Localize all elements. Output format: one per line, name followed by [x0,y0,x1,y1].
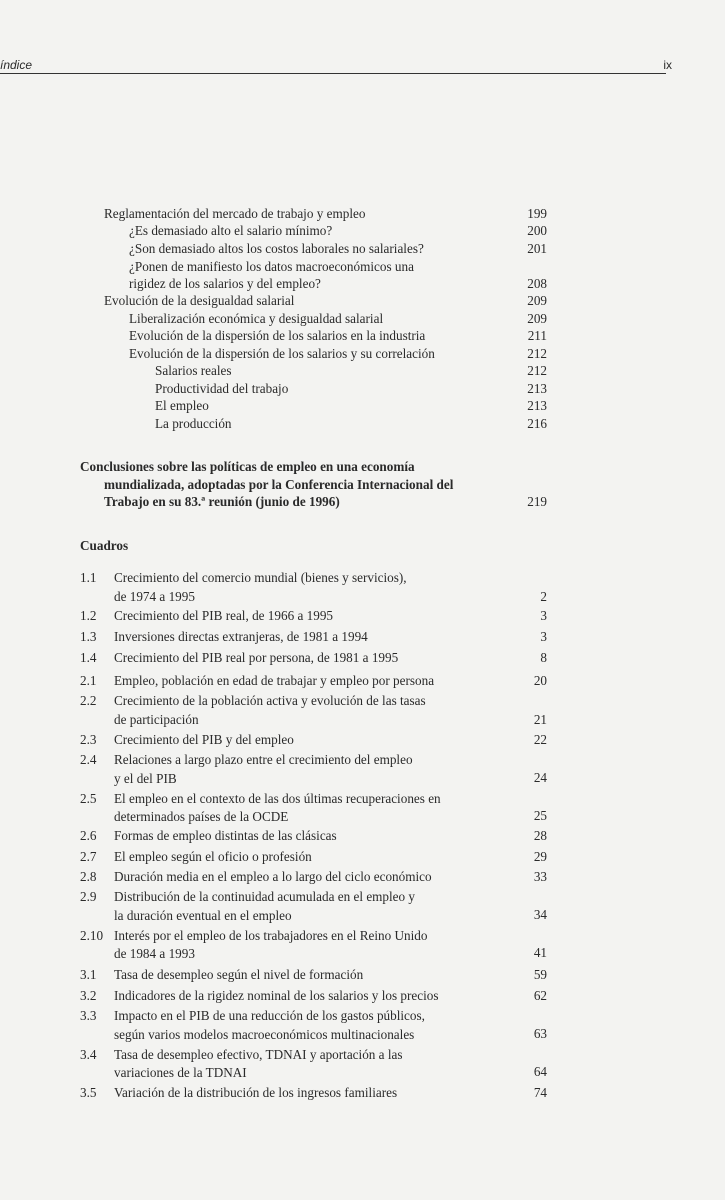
table-page: 25 [533,808,547,823]
table-title-line: Interés por el empleo de los trabajadores en el Reino Unido [114,928,428,943]
table-number: 3.2 [80,988,97,1003]
table-title-line: Crecimiento de la población activa y evolución de las tasas [114,693,426,708]
table-page: 3 [540,608,547,623]
table-title-line: Tasa de desempleo según el nivel de formación [114,967,364,982]
table-page: 33 [533,869,547,884]
table-title-line: Formas de empleo distintas de las clásicas [114,828,337,843]
cuadros-heading: Cuadros [80,538,129,553]
table-page: 62 [533,988,547,1003]
table-number: 2.3 [80,732,97,747]
table-page: 20 [533,673,547,688]
table-number: 2.1 [80,673,97,688]
conclusions-title-line: Trabajo en su 83.ª reunión (junio de 1996) [104,494,340,509]
table-number: 2.10 [80,928,104,943]
table-number: 1.4 [80,650,97,665]
table-number: 3.5 [80,1085,97,1100]
table-title-line: Duración media en el empleo a lo largo del ciclo económico [114,869,432,884]
table-title-line: Indicadores de la rigidez nominal de los salarios y los precios [114,988,439,1003]
running-header-title: índice [0,58,33,72]
table-title-line: El empleo según el oficio o profesión [114,849,312,864]
table-title-line: y el del PIB [114,771,177,786]
table-title-line: Empleo, población en edad de trabajar y empleo por persona [114,673,435,688]
toc-entry-page: 216 [527,416,547,431]
toc-entry-page: 200 [527,223,547,238]
table-title-line: determinados países de la OCDE [114,809,289,824]
table-title-line: Relaciones a largo plazo entre el crecimiento del empleo [114,752,413,767]
table-number: 3.1 [80,967,97,982]
toc-entry-text: La producción [155,416,232,431]
conclusions-title-line: mundializada, adoptadas por la Conferencia Internacional del [104,477,454,492]
table-title-line: Crecimiento del comercio mundial (bienes y servicios), [114,570,407,585]
table-page: 34 [533,907,547,922]
table-title-line: El empleo en el contexto de las dos últimas recuperaciones en [114,791,441,806]
table-number: 2.8 [80,869,97,884]
table-number: 1.3 [80,629,97,644]
table-page: 74 [533,1085,547,1100]
table-title-line: Crecimiento del PIB real, de 1966 a 1995 [114,608,334,623]
table-title-line: Variación de la distribución de los ingresos familiares [114,1085,398,1100]
toc-entry-text: Evolución de la dispersión de los salarios y su correlación [129,346,435,361]
toc-entry-text: Productividad del trabajo [155,381,289,396]
table-number: 2.5 [80,791,97,806]
toc-entry-text: ¿Ponen de manifiesto los datos macroeconómicos una [129,259,414,274]
table-page: 63 [533,1026,547,1041]
toc-entry-text: ¿Es demasiado alto el salario mínimo? [129,223,333,238]
table-title-line: Distribución de la continuidad acumulada en el empleo y [114,889,416,904]
table-number: 2.4 [80,752,97,767]
toc-entry-text: Evolución de la desigualdad salarial [104,293,295,308]
table-page: 28 [533,828,547,843]
table-page: 24 [533,770,547,785]
toc-entry-page: 212 [527,346,547,361]
toc-entry-page: 212 [527,363,547,378]
table-page: 2 [540,589,547,604]
table-page: 22 [533,732,547,747]
table-title-line: Inversiones directas extranjeras, de 1981 a 1994 [114,629,368,644]
toc-entry-text: Liberalización económica y desigualdad salarial [129,311,384,326]
table-number: 2.2 [80,693,97,708]
toc-entry-page: 211 [527,328,547,343]
header-rule [0,73,666,74]
table-number: 1.2 [80,608,97,623]
table-title-line: Tasa de desempleo efectivo, TDNAI y aportación a las [114,1047,403,1062]
toc-entry-page: 213 [527,398,547,413]
table-title-line: la duración eventual en el empleo [114,908,292,923]
table-page: 64 [533,1064,547,1079]
table-page: 41 [533,945,547,960]
toc-entry-page: 208 [527,276,547,291]
table-number: 3.3 [80,1008,97,1023]
table-page: 8 [540,650,547,665]
table-title-line: variaciones de la TDNAI [114,1065,247,1080]
conclusions-page: 219 [527,494,547,509]
toc-entry-text: Reglamentación del mercado de trabajo y empleo [104,206,366,221]
table-title-line: de 1984 a 1993 [114,946,195,961]
table-title-line: según varios modelos macroeconómicos multinacionales [114,1027,415,1042]
toc-entry-page: 199 [527,206,547,221]
table-title-line: Crecimiento del PIB real por persona, de 1981 a 1995 [114,650,399,665]
toc-entry-text: Evolución de la dispersión de los salarios en la industria [129,328,426,343]
table-number: 2.6 [80,828,97,843]
toc-entry-text: rigidez de los salarios y del empleo? [129,276,321,291]
table-number: 2.9 [80,889,97,904]
table-page: 21 [533,712,547,727]
table-title-line: de participación [114,712,199,727]
toc-entry-text: ¿Son demasiado altos los costos laborales no salariales? [129,241,424,256]
toc-entry-text: El empleo [155,398,209,413]
table-page: 29 [533,849,547,864]
table-number: 2.7 [80,849,97,864]
table-number: 3.4 [80,1047,97,1062]
toc-entry-page: 209 [527,311,547,326]
table-page: 59 [533,967,547,982]
table-title-line: Impacto en el PIB de una reducción de los gastos públicos, [114,1008,425,1023]
toc-entry-page: 201 [527,241,547,256]
table-title-line: Crecimiento del PIB y del empleo [114,732,294,747]
toc-entry-page: 209 [527,293,547,308]
toc-entry-page: 213 [527,381,547,396]
table-page: 3 [540,629,547,644]
table-title-line: de 1974 a 1995 [114,589,195,604]
page-number: ix [663,58,672,72]
table-number: 1.1 [80,570,97,585]
conclusions-title-line: Conclusiones sobre las políticas de empleo en una economía [80,459,415,474]
toc-entry-text: Salarios reales [155,363,232,378]
